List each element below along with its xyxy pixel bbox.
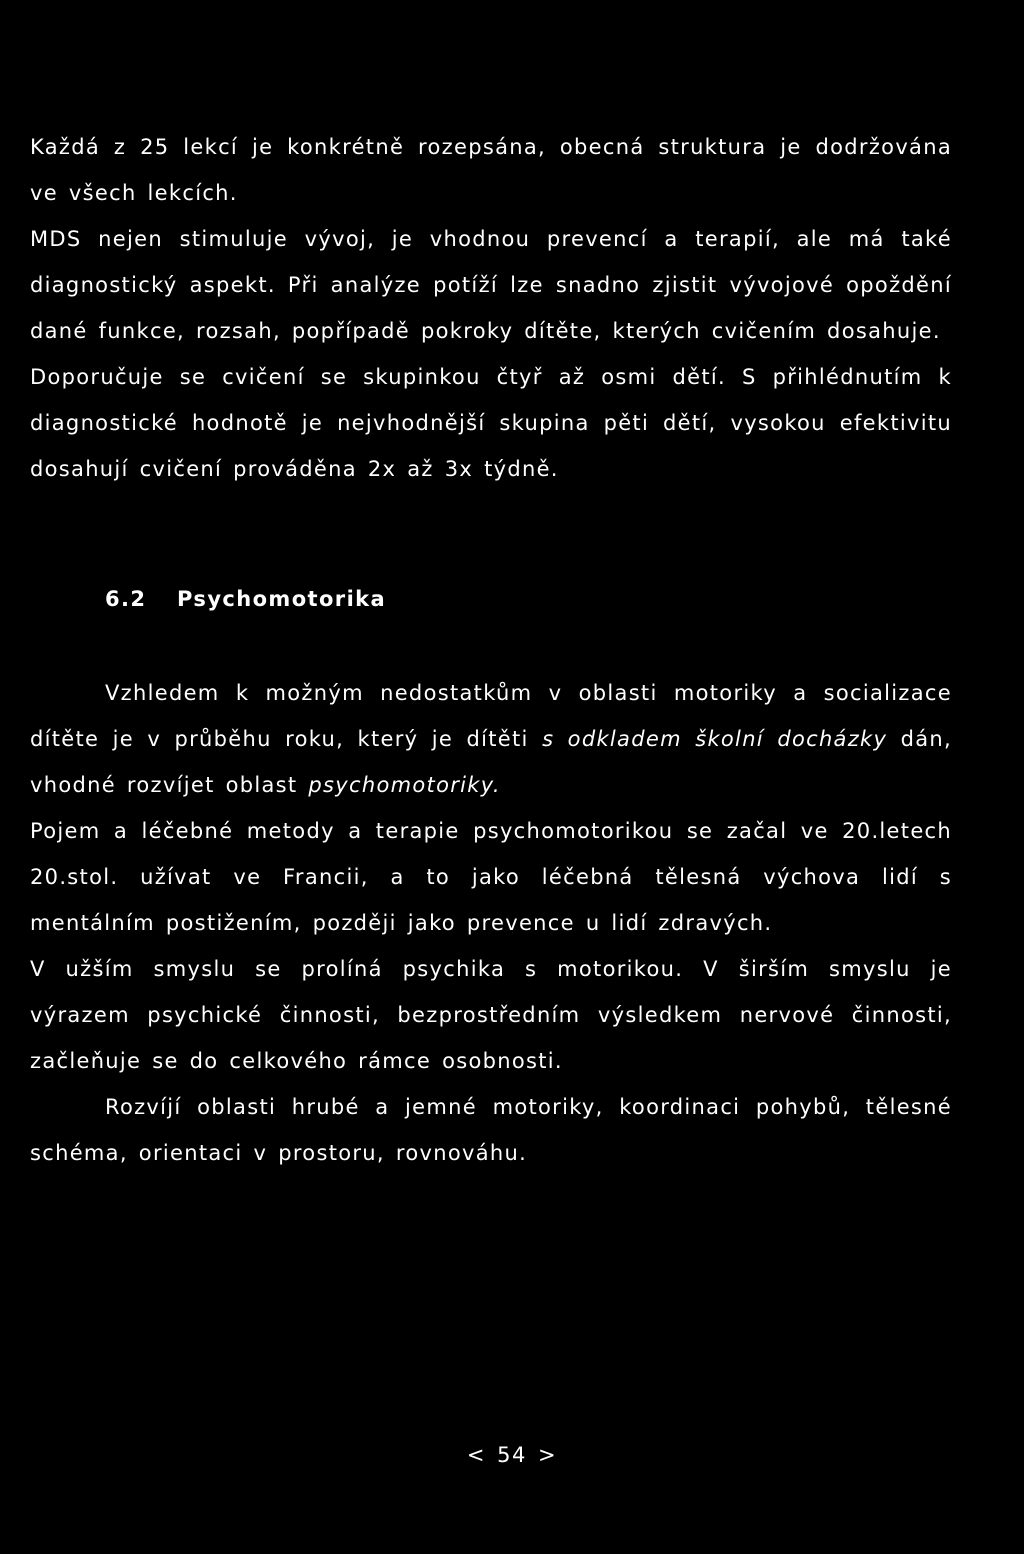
page-number: < 54 >: [466, 1443, 558, 1467]
page-body: [30, 124, 952, 1176]
section-title: Psychomotorika: [177, 587, 387, 611]
section-paragraph-motorics: [30, 670, 952, 808]
section-p1-text-a: Vzhledem k možným nedostatkům v oblasti motoriky a socializace dítěte je v průběhu roku, který je dítěti: [30, 681, 952, 751]
section-p1-emphasis-deferral: s odkladem školní docházky: [542, 727, 888, 751]
intro-paragraph-diagnostics: MDS nejen stimuluje vývoj, je vhodnou prevencí a terapií, ale má také diagnostický aspekt. Při analýze potíží lze snadno zjistit vývojové opoždění dané funkce, rozsah, popřípadě pokroky dítěte, kterých cvičením dosahuje.: [30, 227, 952, 343]
section-p1-emphasis-psychomotorics: psychomotoriky.: [308, 773, 501, 797]
intro-paragraph-lessons: Každá z 25 lekcí je konkrétně rozepsána, obecná struktura je dodržována ve všech lekcích.: [30, 135, 952, 205]
section-paragraph-definition: V užším smyslu se prolíná psychika s motorikou. V širším smyslu je výrazem psychické činnosti, bezprostředním výsledkem nervové činnosti, začleňuje se do celkového rámce osobnosti.: [30, 957, 952, 1073]
section-paragraph-areas: Rozvíjí oblasti hrubé a jemné motoriky, koordinaci pohybů, tělesné schéma, orientaci v prostoru, rovnováhu.: [30, 1095, 952, 1165]
section-heading: [30, 576, 952, 622]
section-paragraph-history: Pojem a léčebné metody a terapie psychomotorikou se začal ve 20.letech 20.stol. užívat ve Francii, a to jako léčebná tělesná výchova lidí s mentálním postižením, později jako prevence u lidí zdravých.: [30, 819, 952, 935]
section-body: [30, 670, 952, 1176]
section-p1-text-b: dán, vhodné rozvíjet oblast: [30, 727, 952, 797]
section-number: 6.2: [105, 587, 147, 611]
intro-paragraph-group-size: Doporučuje se cvičení se skupinkou čtyř až osmi dětí. S přihlédnutím k diagnostické hodnotě je nejvhodnější skupina pěti dětí, vysokou efektivitu dosahují cvičení prováděna 2x až 3x týdně.: [30, 365, 952, 481]
